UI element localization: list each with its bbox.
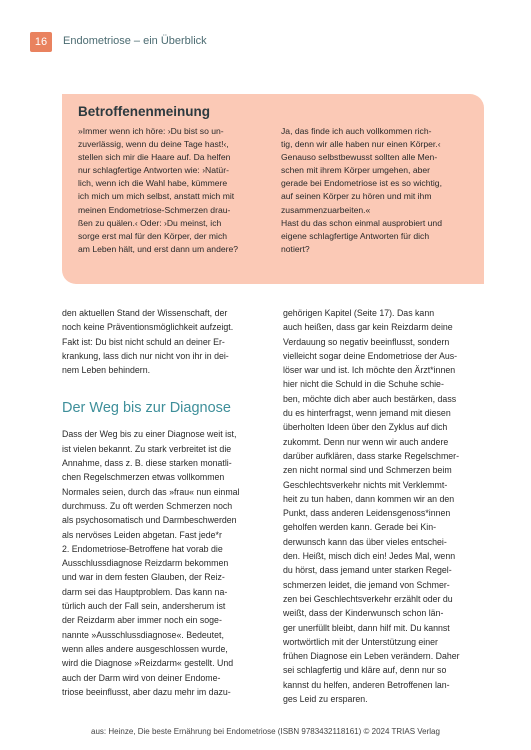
text-line: du es hinterfragst, wenn jemand mit diesen	[283, 408, 451, 419]
text-line: zusammenzuarbeiten.«	[281, 204, 371, 215]
text-line: gerade bei Endometriose ist es so wichtig,	[281, 178, 442, 189]
text-line: Normales seien, durch das »frau« nun einmal	[62, 486, 240, 497]
text-line: heit zu tun haben, dann kommen wir an den	[283, 493, 455, 504]
text-line: krankung, lass dich nur nicht von ihr in dei-	[62, 350, 229, 361]
text-line: ben, möchte dich aber auch bestärken, dass	[283, 393, 457, 404]
text-line: Genauso selbstbewusst sollten alle Men-	[281, 152, 438, 163]
text-line: ich mich um mich selbst, anstatt mich mit	[78, 191, 235, 202]
callout-columns	[78, 125, 470, 256]
text-line: noch keine Präventionsmöglichkeit aufzeigt.	[62, 322, 234, 333]
text-line: nannte »Ausschlussdiagnose«. Bedeutet,	[62, 629, 224, 640]
text-line: zen bei Geschlechtsverkehr erzählt oder du	[283, 593, 453, 604]
text-line: derwunsch kann das über vieles entschei-	[283, 536, 447, 547]
text-line: stellen sich mir die Haare auf. Da helfen	[78, 152, 231, 163]
text-line: sei schlagfertig und kläre auf, denn nur so	[283, 665, 447, 676]
text-line: 2. Endometriose-Betroffene hat vorab die	[62, 543, 223, 554]
text-line: darüber aufklären, dass starke Regelschmer-	[283, 450, 460, 461]
testimonial-callout	[62, 94, 484, 284]
text-line: Ausschlussdiagnose Reizdarm bekommen	[62, 558, 229, 569]
text-line: den. Heißt, misch dich ein! Jedes Mal, wenn	[283, 551, 456, 562]
body-column-left	[62, 306, 262, 699]
text-line: auf seinen Körper zu hören und mit ihm	[281, 191, 432, 202]
text-line: überholten Ideen über den Zyklus auf dich	[283, 422, 448, 433]
text-line: du hörst, dass jemand unter starken Regel-	[283, 565, 452, 576]
text-line: darm sei das Hauptproblem. Das kann na-	[62, 586, 228, 597]
text-line: Fakt ist: Du bist nicht schuld an deiner Er-	[62, 336, 225, 347]
text-line: auch heißen, dass gar kein Reizdarm deine	[283, 322, 453, 333]
text-line: den aktuellen Stand der Wissenschaft, der	[62, 308, 228, 318]
text-line: Verdauung so negativ beeinflusst, sondern	[283, 336, 450, 347]
text-line: wenn alles andere ausgeschlossen wurde,	[62, 643, 228, 654]
callout-title: Betroffenenmeinung	[78, 104, 211, 119]
text-line: lich, wenn ich die Wahl habe, kümmere	[78, 178, 228, 189]
text-line: geholfen werden kann. Gerade bei Kin-	[283, 522, 437, 533]
text-line: löser war und ist. Ich möchte den Ärzt*innen	[283, 365, 456, 376]
text-line: zukommt. Denn nur wenn wir auch andere	[283, 436, 449, 447]
text-line: ßen zu quälen.‹ Oder: ›Du meinst, ich	[78, 217, 222, 228]
text-line: als nervöses Leiden abgetan. Fast jede*r	[62, 529, 222, 540]
text-line: als psychosomatisch und Darmbeschwerden	[62, 515, 237, 526]
text-line: kannst du helfen, anderen Betroffenen lan-	[283, 679, 450, 690]
text-line: chen Regelschmerzen etwas vollkommen	[62, 472, 225, 483]
text-line: nem Leben behindern.	[62, 365, 151, 376]
text-line: schmerzen leidet, die jemand von Schmer-	[283, 579, 450, 590]
text-line: Dass der Weg bis zu einer Diagnose weit ist,	[62, 429, 237, 440]
text-line: auch der Darm wird von deiner Endome-	[62, 672, 221, 683]
text-line: frühen Diagnose ein Leben verändern. Daher	[283, 651, 460, 662]
text-line: vielleicht sogar deine Endometriose der Aus-	[283, 350, 458, 361]
text-line: eigene schlagfertige Antworten für dich	[281, 230, 430, 241]
diagnosis-paragraph	[62, 427, 262, 699]
text-line: am Leben hält, und erst dann um andere?	[78, 243, 239, 254]
text-line: weißt, dass der Kinderwunsch schon län-	[283, 608, 444, 619]
page-number: 16	[30, 32, 52, 52]
text-line: wird die Diagnose »Reizdarm« gestellt. Und	[62, 658, 234, 669]
text-line: ist vielen bekannt. Zu stark verbreitet ist die	[62, 443, 232, 454]
intro-paragraph	[62, 306, 262, 377]
text-line: durchmuss. Zu oft werden Schmerzen noch	[62, 500, 233, 511]
text-line: zen nicht normal sind und Schmerzen beim	[283, 465, 452, 476]
text-line: hier nicht die Schuld in die Schuhe schie-	[283, 379, 444, 390]
text-line: der Reizdarm aber immer noch ein soge-	[62, 615, 222, 626]
text-line: notiert?	[281, 243, 310, 254]
continuation-paragraph	[283, 306, 487, 706]
text-line: meinen Endometriose-Schmerzen drau-	[78, 204, 231, 215]
text-line: Ja, das finde ich auch vollkommen rich-	[281, 126, 432, 136]
text-line: »Immer wenn ich höre: ›Du bist so un-	[78, 126, 224, 136]
text-line: nur schlagfertige Antworten wie: ›Natür-	[78, 165, 229, 176]
text-line: Hast du das schon einmal ausprobiert und	[281, 217, 442, 228]
text-line: Annahme, dass z. B. diese starken monatli-	[62, 458, 232, 469]
text-line: Geschlechtsverkehr nichts mit Verklemmt-	[283, 479, 448, 490]
text-line: wortwörtlich mit der Unterstützung einer	[283, 636, 438, 647]
callout-left-column	[78, 125, 267, 256]
text-line: und war in dem festen Glauben, der Reiz-	[62, 572, 225, 583]
text-line: sorge erst mal für den Körper, der mich	[78, 230, 228, 241]
text-line: schen mit ihrem Körper umgehen, aber	[281, 165, 431, 176]
running-title: Endometriose – ein Überblick	[63, 35, 207, 47]
text-line: zuverlässig, wenn du deine Tage hast!‹,	[78, 139, 229, 150]
body-column-right	[283, 306, 487, 706]
section-heading: Der Weg bis zur Diagnose	[62, 400, 231, 417]
text-line: Punkt, dass anderen Leidensgenoss*innen	[283, 508, 451, 519]
text-line: gehörigen Kapitel (Seite 17). Das kann	[283, 308, 435, 318]
text-line: ger unerfüllt bleibt, dann hilf mit. Du kannst	[283, 622, 450, 633]
source-footer: aus: Heinze, Die beste Ernährung bei Endometriose (ISBN 9783432118161) © 2024 TRIAS Verlag	[91, 727, 440, 736]
text-line: türlich auch der Fall sein, andersherum ist	[62, 601, 226, 612]
text-line: triose beeinflusst, aber dazu mehr im dazu-	[62, 686, 231, 697]
text-line: tig, denn wir alle haben nur einen Körper.‹	[281, 139, 441, 150]
callout-right-column	[281, 125, 470, 256]
text-line: ges Leid zu ersparen.	[283, 694, 368, 705]
